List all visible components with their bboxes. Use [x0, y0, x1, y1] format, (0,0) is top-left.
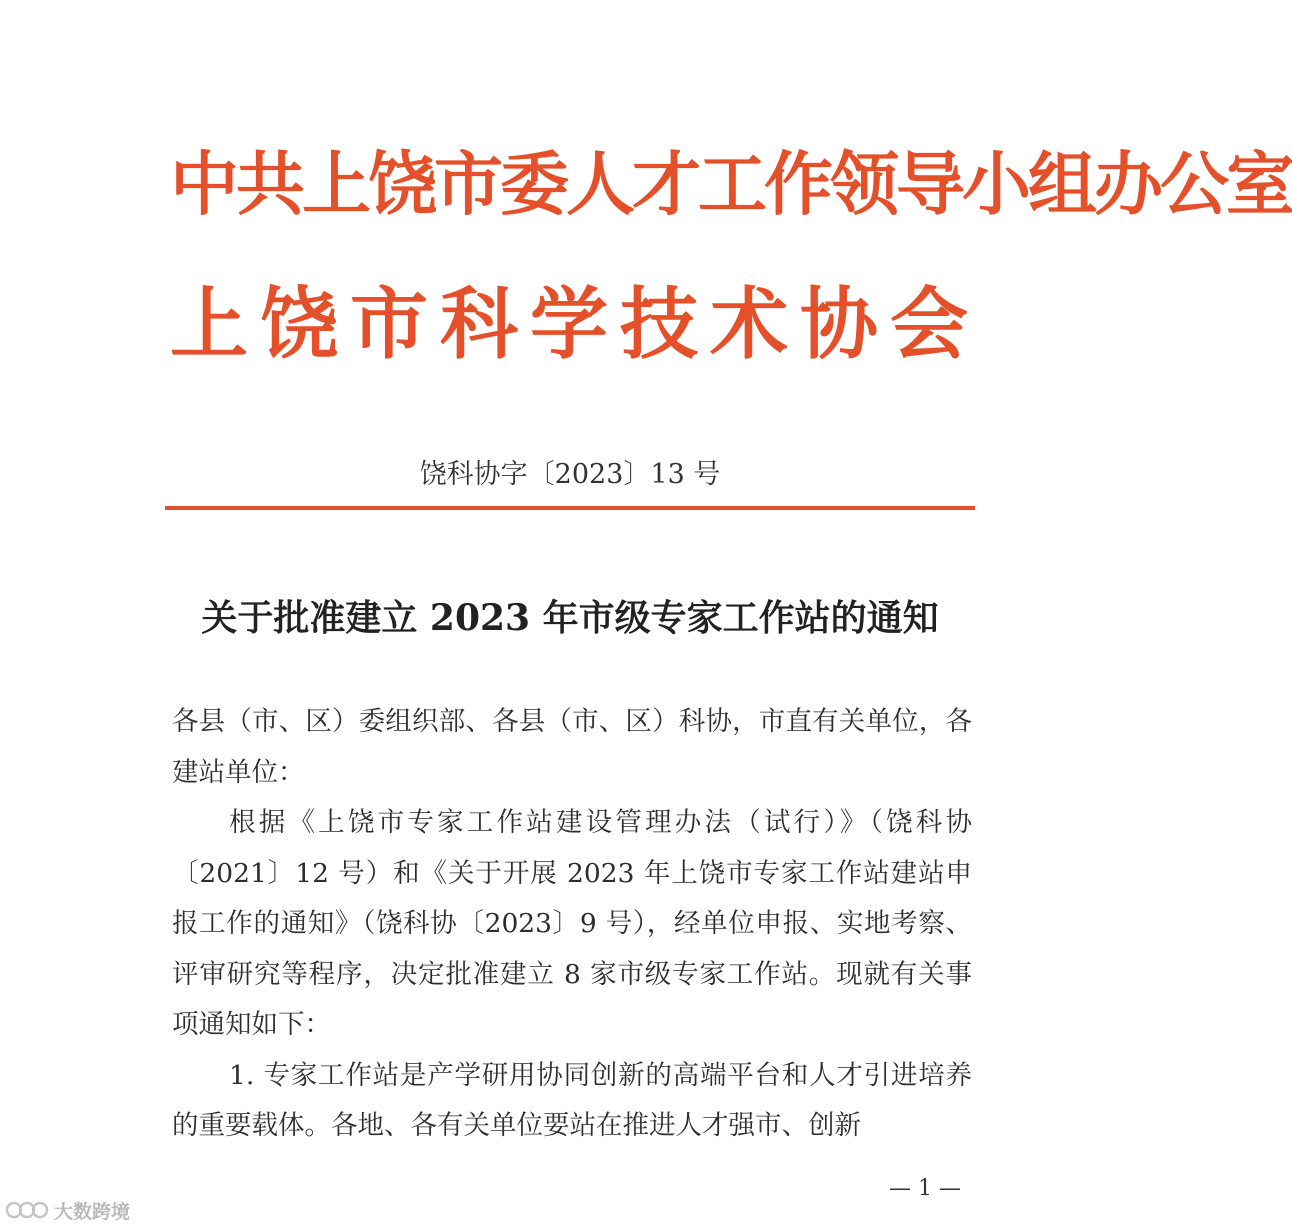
body-paragraph-2: 1. 专家工作站是产学研用协同创新的高端平台和人才引进培养的重要载体。各地、各有关单位要站在推进人才强市、创新: [172, 1059, 972, 1141]
watermark-logo-icon: [6, 1199, 48, 1221]
red-divider-line: [165, 506, 975, 510]
document-body: [172, 697, 972, 1152]
document-number: 饶科协字〔2023〕13 号: [419, 459, 721, 490]
body-paragraph-1: 根据《上饶市专家工作站建设管理办法（试行）》（饶科协〔2021〕12 号）和《关于开展 2023 年上饶市专家工作站建站申报工作的通知》（饶科协〔2023〕9 号），经单位申报、实地考察、评审研究等程序，决定批准建立 8 家市级专家工作站。现就有关事项通知如下：: [172, 807, 972, 1040]
document-title: 关于批准建立 2023 年市级专家工作站的通知: [201, 597, 939, 639]
salutation: 各县（市、区）委组织部、各县（市、区）科协，市直有关单位，各建站单位：: [172, 706, 972, 788]
watermark: [6, 1193, 146, 1227]
issuing-organization-1: 中共上饶市委人才工作领导小组办公室: [170, 145, 1292, 225]
issuing-organization-2: 上饶市科学技术协会: [170, 280, 981, 370]
page-number: — 1 —: [889, 1176, 961, 1201]
watermark-text: 大数跨境: [54, 1200, 131, 1223]
